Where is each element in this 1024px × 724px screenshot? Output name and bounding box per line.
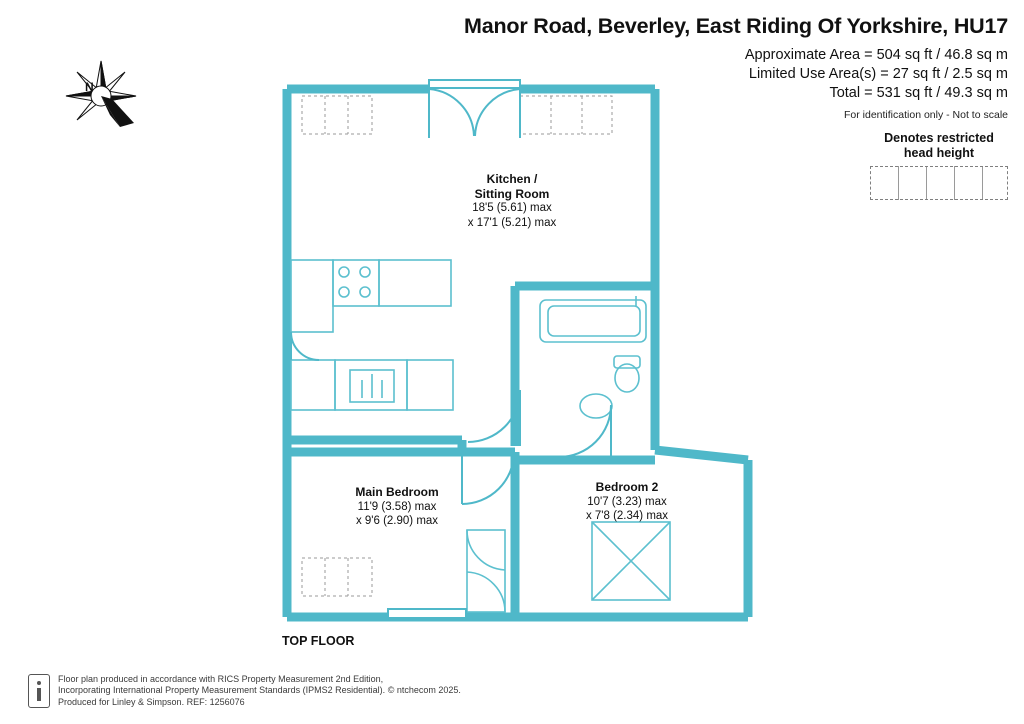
approximate-area: Approximate Area = 504 sq ft / 46.8 sq m	[744, 47, 1008, 63]
compass-north-label: N	[85, 80, 94, 94]
room-label-kitchen-sitting-room	[422, 172, 602, 230]
restricted-head-height-legend	[870, 131, 1008, 200]
rics-badge-icon	[28, 674, 50, 708]
legend-label-line2: head height	[903, 146, 975, 160]
room-dim-line2: x 7'8 (2.34) max	[585, 510, 669, 522]
room-name-line2: Sitting Room	[474, 186, 550, 201]
footer	[28, 674, 461, 709]
page-title: Manor Road, Beverley, East Riding Of Yorkshire, HU17	[464, 14, 1008, 38]
floor-plan-drawing	[262, 60, 782, 640]
room-label-main-bedroom	[307, 485, 487, 529]
compass-rose-icon	[60, 55, 142, 137]
footer-line-3: Produced for Linley & Simpson. REF: 1256076	[58, 696, 245, 707]
area-disclaimer: For identification only - Not to scale	[844, 109, 1008, 121]
room-name-line1: Kitchen /	[486, 172, 538, 186]
area-summary	[745, 46, 1008, 125]
footer-line-1: Floor plan produced in accordance with RICS Property Measurement 2nd Edition,	[58, 673, 384, 684]
footer-copyright: © ntchecom 2025.	[387, 685, 461, 695]
room-dim-line2: x 17'1 (5.21) max	[467, 216, 557, 229]
legend-label-line1: Denotes restricted	[884, 131, 994, 145]
room-dim-line1: 18'5 (5.61) max	[472, 202, 552, 214]
legend-hatch-swatch	[870, 166, 1008, 200]
footer-line-2a: Incorporating International Property Measurement Standards (IPMS2 Residential).	[58, 685, 386, 695]
floor-caption: TOP FLOOR	[282, 634, 355, 648]
room-name-line1: Bedroom 2	[595, 480, 659, 494]
room-dim-line2: x 9'6 (2.90) max	[355, 515, 439, 527]
room-dim-line1: 10'7 (3.23) max	[587, 495, 667, 508]
room-name-line1: Main Bedroom	[355, 485, 439, 499]
limited-use-area: Limited Use Area(s) = 27 sq ft / 2.5 sq m	[748, 66, 1008, 82]
footer-line-2	[58, 685, 461, 697]
footer-text	[58, 674, 461, 709]
total-area: Total = 531 sq ft / 49.3 sq m	[829, 85, 1008, 101]
room-label-bedroom-2	[537, 480, 717, 524]
room-dim-line1: 11'9 (3.58) max	[357, 500, 437, 513]
